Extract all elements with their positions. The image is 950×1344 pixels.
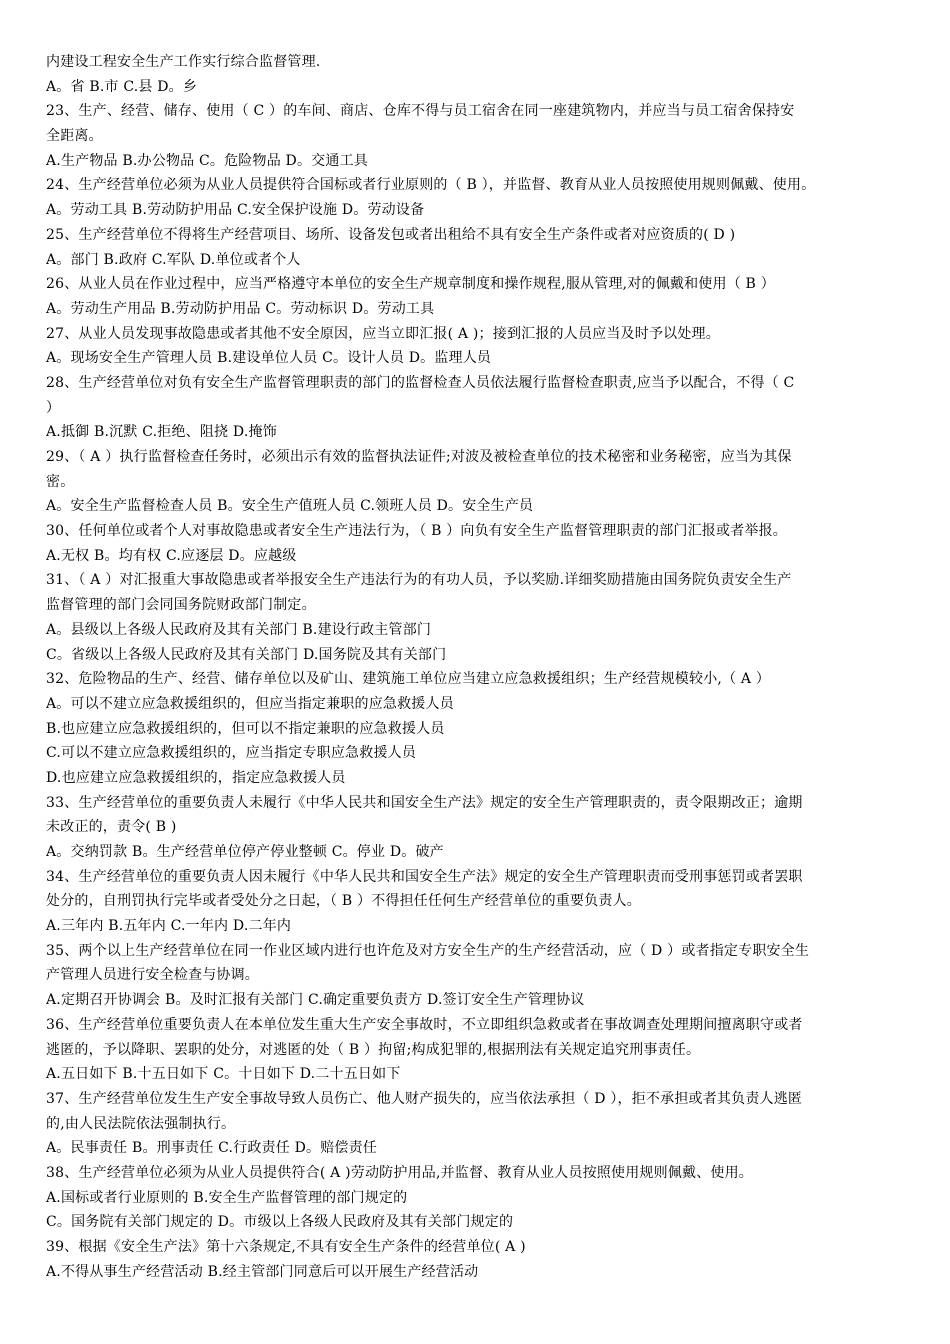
option-line: A。部门 B.政府 C.军队 D.单位或者个人 <box>46 251 301 268</box>
text-line: 监督管理的部门会同国务院财政部门制定。 <box>46 597 316 614</box>
option-line: A.国标或者行业原则的 B.安全生产监督管理的部门规定的 <box>46 1189 408 1206</box>
option-line: A。安全生产监督检查人员 B。安全生产值班人员 C.领班人员 D。安全生产员 <box>46 498 534 515</box>
text-line: 产管理人员进行安全检查与协调。 <box>46 967 259 984</box>
text-line: 逃匿的，予以降职、罢职的处分，对逃匿的处（ B ）拘留;构成犯罪的,根据刑法有关规定追究刑事责任。 <box>46 1041 701 1058</box>
text-line: 密。 <box>46 473 75 490</box>
text-line: 内建设工程安全生产工作实行综合监督管理. <box>46 54 321 70</box>
option-line: C。国务院有关部门规定的 D。市级以上各级人民政府及其有关部门规定的 <box>46 1214 514 1231</box>
option-line: A。劳动工具 B.劳动防护用品 C.安全保护设施 D。劳动设备 <box>46 202 425 219</box>
option-line: A。交纳罚款 B。生产经营单位停产停业整顿 C。停业 D。破产 <box>46 844 444 860</box>
question-line: 36、生产经营单位重要负责人在本单位发生重大生产安全事故时，不立即组织急救或者在事故调查处理期间擅离职守或者 <box>46 1016 803 1033</box>
option-line: A.三年内 B.五年内 C.一年内 D.二年内 <box>46 918 292 935</box>
option-line: C。省级以上各级人民政府及其有关部门 D.国务院及其有关部门 <box>46 646 447 663</box>
question-line: 38、生产经营单位必须为从业人员提供符合( A )劳动防护用品,并监督、教育从业人员按照使用规则佩戴、使用。 <box>46 1164 753 1181</box>
question-line: 37、生产经营单位发生生产安全事故导致人员伤亡、他人财产损失的，应当依法承担（ D ），拒不承担或者其负责人逃匿 <box>46 1090 803 1107</box>
option-line: A。省 B.市 C.县 D。乡 <box>46 78 198 95</box>
question-line: 27、从业人员发现事故隐患或者其他不安全原因，应当立即汇报( A )；接到汇报的人员应当及时予以处理。 <box>46 325 720 342</box>
question-line: 26、从业人员在作业过程中，应当严格遵守本单位的安全生产规章制度和操作规程,服从管理,对的佩戴和使用（ B ） <box>46 276 775 293</box>
option-line: A.生产物品 B.办公物品 C。危险物品 D。交通工具 <box>46 152 368 169</box>
option-line: A.定期召开协调会 B。及时汇报有关部门 C.确定重要负责方 D.签订安全生产管理协议 <box>46 992 585 1009</box>
option-line: A.不得从事生产经营活动 B.经主管部门同意后可以开展生产经营活动 <box>46 1263 479 1280</box>
text-line: 的,由人民法院依法强制执行。 <box>46 1115 236 1132</box>
question-line: 33、生产经营单位的重要负责人未履行《中华人民共和国安全生产法》规定的安全生产管理职责的，责令限期改正；逾期 <box>46 794 803 811</box>
text-line: 处分的，自刑罚执行完毕或者受处分之日起，（ B ）不得担任任何生产经营单位的重要负责人。 <box>46 893 641 910</box>
text-line: 全距离。 <box>46 128 103 145</box>
question-line: 25、生产经营单位不得将生产经营项目、场所、设备发包或者出租给不具有安全生产条件或者对应资质的( D ) <box>46 226 736 243</box>
option-line: A.五日如下 B.十五日如下 C。十日如下 D.二十五日如下 <box>46 1066 401 1083</box>
question-line: 24、生产经营单位必须为从业人员提供符合国标或者行业原则的（ B ），并监督、教育从业人员按照使用规则佩戴、使用。 <box>46 177 816 194</box>
option-line: A.抵御 B.沉默 C.拒绝、阻挠 D.掩饰 <box>46 424 277 441</box>
question-line: 31、（ A ）对汇报重大事故隐患或者举报安全生产违法行为的有功人员，予以奖励.详细奖励措施由国务院负责安全生产 <box>46 572 792 589</box>
option-line: A。民事责任 B。刑事责任 C.行政责任 D。赔偿责任 <box>46 1140 378 1157</box>
question-line: 34、生产经营单位的重要负责人因未履行《中华人民共和国安全生产法》规定的安全生产管理职责而受刑事惩罚或者罢职 <box>46 868 803 885</box>
question-line: 28、生产经营单位对负有安全生产监督管理职责的部门的监督检查人员依法履行监督检查职责,应当予以配合，不得（ C <box>46 374 795 391</box>
question-line: 23、生产、经营、储存、使用（ C ）的车间、商店、仓库不得与员工宿舍在同一座建筑物内，并应当与员工宿舍保持安 <box>46 103 795 120</box>
option-line: B.也应建立应急救援组织的，但可以不指定兼职的应急救援人员 <box>46 720 445 737</box>
option-line: A。县级以上各级人民政府及其有关部门 B.建设行政主管部门 <box>46 621 432 638</box>
question-line: 32、危险物品的生产、经营、储存单位以及矿山、建筑施工单位应当建立应急救援组织；生产经营规模较小,（ A ） <box>46 671 771 688</box>
question-line: 39、根据《安全生产法》第十六条规定,不具有安全生产条件的经营单位( A ) <box>46 1239 526 1255</box>
question-line: 29、（ A ）执行监督检查任务时，必须出示有效的监督执法证件;对波及被检查单位的技术秘密和业务秘密，应当为其保 <box>46 449 792 465</box>
document-page <box>46 50 910 1284</box>
option-line: D.也应建立应急救援组织的，指定应急救援人员 <box>46 769 346 786</box>
option-line: A。现场安全生产管理人员 B.建设单位人员 C。设计人员 D。监理人员 <box>46 350 492 367</box>
text-line: ） <box>46 399 61 416</box>
option-line: A。可以不建立应急救援组织的，但应当指定兼职的应急救援人员 <box>46 695 454 712</box>
option-line: A。劳动生产用品 B.劳动防护用品 C。劳动标识 D。劳动工具 <box>46 300 435 317</box>
option-line: C.可以不建立应急救援组织的，应当指定专职应急救援人员 <box>46 745 417 762</box>
question-line: 35、两个以上生产经营单位在同一作业区域内进行也许危及对方安全生产的生产经营活动，应（ D ）或者指定专职安全生 <box>46 942 810 959</box>
text-line: 未改正的，责令( B ) <box>46 819 177 836</box>
option-line: A.无权 B。均有权 C.应逐层 D。应越级 <box>46 547 297 564</box>
question-line: 30、任何单位或者个人对事故隐患或者安全生产违法行为，（ B ）向负有安全生产监督管理职责的部门汇报或者举报。 <box>46 523 787 540</box>
